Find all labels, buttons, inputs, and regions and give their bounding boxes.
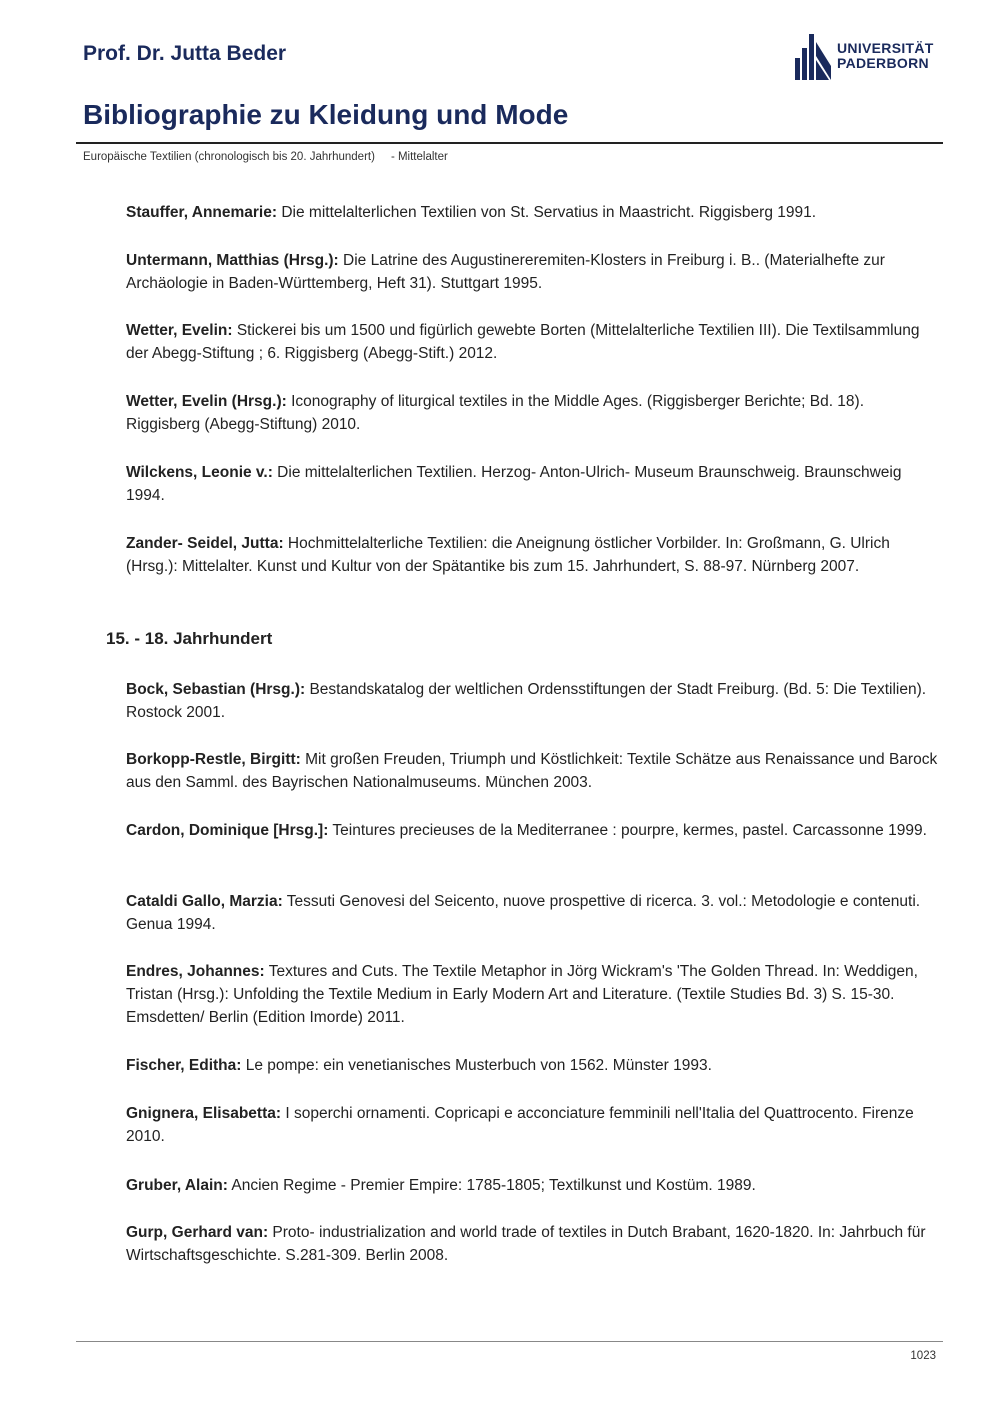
entry-author: Fischer, Editha: xyxy=(126,1057,242,1074)
entry-text: Proto- industrialization and world trade of textiles in Dutch Brabant, 1620-1820. In: Jahrbuch für Wirtschaftsgeschichte. S.281-309. Berlin 2008. xyxy=(126,1224,926,1264)
entry-text: Iconography of liturgical textiles in the Middle Ages. (Riggisberger Berichte; Bd. 18). Riggisberg (Abegg-Stiftung) 2010. xyxy=(126,393,865,433)
bib-entry xyxy=(126,890,938,936)
bib-entry xyxy=(126,1054,938,1077)
entry-author: Gruber, Alain: xyxy=(126,1177,228,1194)
entry-text: Bestandskatalog der weltlichen Ordensstiftungen der Stadt Freiburg. (Bd. 5: Die Textilien). Rostock 2001. xyxy=(126,681,927,721)
entry-text: I soperchi ornamenti. Copricapi e acconciature femminili nell'Italia del Quattrocento. Firenze 2010. xyxy=(126,1105,914,1145)
bib-entry xyxy=(126,532,938,578)
entry-author: Wilckens, Leonie v.: xyxy=(126,464,273,481)
entry-text: Teintures precieuses de la Mediterranee : pourpre, kermes, pastel. Carcassonne 1999. xyxy=(328,822,927,839)
entry-author: Bock, Sebastian (Hrsg.): xyxy=(126,681,306,698)
header-divider xyxy=(76,142,943,144)
bib-entry xyxy=(126,748,938,794)
subheader-category: Europäische Textilien (chronologisch bis 20. Jahrhundert) xyxy=(83,151,375,163)
entry-author: Zander- Seidel, Jutta: xyxy=(126,535,284,552)
university-logo-icon xyxy=(795,32,831,80)
entry-text: Mit großen Freuden, Triumph und Köstlichkeit: Textile Schätze aus Renaissance und Barock aus den Samml. des Bayrischen Nationalmuseums. München 2003. xyxy=(126,751,938,791)
entry-author: Cardon, Dominique [Hrsg.]: xyxy=(126,822,329,839)
entry-author: Borkopp-Restle, Birgitt: xyxy=(126,751,301,768)
bib-entry xyxy=(126,461,938,507)
entry-author: Gurp, Gerhard van: xyxy=(126,1224,269,1241)
bib-entry xyxy=(126,819,938,842)
entry-author: Gnignera, Elisabetta: xyxy=(126,1105,282,1122)
bib-entry xyxy=(126,201,938,224)
author-name: Prof. Dr. Jutta Beder xyxy=(83,42,287,65)
page-number: 1023 xyxy=(910,1350,936,1362)
university-logo xyxy=(795,31,935,81)
entry-author: Wetter, Evelin (Hrsg.): xyxy=(126,393,287,410)
subheader xyxy=(83,151,448,163)
bib-entry xyxy=(126,1221,938,1267)
entry-text: Die Latrine des Augustinereremiten-Klosters in Freiburg i. B.. (Materialhefte zur Archäologie in Baden-Württemberg, Heft 31). Stuttgart 1995. xyxy=(126,252,885,292)
entry-text: Ancien Regime - Premier Empire: 1785-1805; Textilkunst und Kostüm. 1989. xyxy=(227,1177,756,1194)
entry-text: Stickerei bis um 1500 und figürlich gewebte Borten (Mittelalterliche Textilien III). Die Textilsammlung der Abegg-Stiftung ; 6. Riggisberg (Abegg-Stift.) 2012. xyxy=(126,322,920,362)
entry-text: Textures and Cuts. The Textile Metaphor in Jörg Wickram's 'The Golden Thread. In: Weddigen, Tristan (Hrsg.): Unfolding the Textile Medium in Early Modern Art and Literature. (Textile Studies Bd. 3) S. 15-30. Emsdetten/ Berlin (Edition Imorde) 2011. xyxy=(126,963,918,1026)
entry-text: Hochmittelalterliche Textilien: die Aneignung östlicher Vorbilder. In: Großmann, G. Ulrich (Hrsg.): Mittelalter. Kunst und Kultur von der Spätantike bis zum 15. Jahrhundert, S. 88-97. Nürnberg 2007. xyxy=(126,535,890,575)
entry-author: Cataldi Gallo, Marzia: xyxy=(126,893,283,910)
bib-entry xyxy=(126,678,938,724)
entry-text: Le pompe: ein venetianisches Musterbuch von 1562. Münster 1993. xyxy=(241,1057,712,1074)
footer-divider xyxy=(76,1341,943,1342)
bib-entry xyxy=(126,319,938,365)
bib-entry xyxy=(126,960,938,1029)
entry-text: Die mittelalterlichen Textilien von St. Servatius in Maastricht. Riggisberg 1991. xyxy=(277,204,817,221)
section-heading: 15. - 18. Jahrhundert xyxy=(106,629,273,648)
bib-entry xyxy=(126,390,938,436)
entry-author: Wetter, Evelin: xyxy=(126,322,233,339)
entry-author: Untermann, Matthias (Hrsg.): xyxy=(126,252,339,269)
document-title: Bibliographie zu Kleidung und Mode xyxy=(83,99,569,130)
bib-entry xyxy=(126,1174,938,1197)
entry-author: Stauffer, Annemarie: xyxy=(126,204,278,221)
logo-line-1: UNIVERSITÄT xyxy=(837,40,934,56)
bib-entry xyxy=(126,1102,938,1148)
entry-text: Tessuti Genovesi del Seicento, nuove prospettive di ricerca. 3. vol.: Metodologie e contenuti. Genua 1994. xyxy=(126,893,921,933)
logo-line-2: PADERBORN xyxy=(837,55,929,71)
bib-entry xyxy=(126,249,938,295)
entry-text: Die mittelalterlichen Textilien. Herzog- Anton-Ulrich- Museum Braunschweig. Braunschweig 1994. xyxy=(126,464,902,504)
entry-author: Endres, Johannes: xyxy=(126,963,265,980)
subheader-section: - Mittelalter xyxy=(390,151,448,163)
